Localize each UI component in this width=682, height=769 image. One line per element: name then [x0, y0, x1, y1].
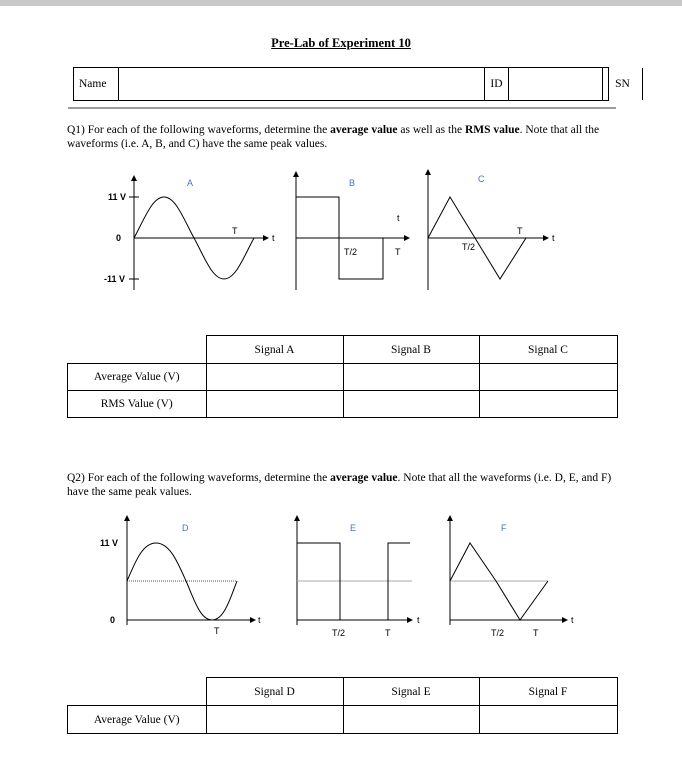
- f-t-label: t: [571, 615, 574, 625]
- q1-row-label-rms: RMS Value (V): [68, 391, 207, 418]
- q1-avg-c-cell[interactable]: [479, 364, 617, 391]
- c-triangle-wave: [428, 197, 526, 279]
- c-signal-label: C: [478, 174, 485, 184]
- f-T2-label: T/2: [491, 628, 505, 638]
- q2-avg-f-cell[interactable]: [479, 706, 617, 734]
- e-T-label: T: [385, 628, 391, 638]
- c-T2-label: T/2: [462, 242, 476, 252]
- q2-text: [67, 471, 619, 499]
- a-T-label: T: [232, 226, 238, 236]
- a-t-label: t: [272, 233, 275, 243]
- q1-header-signal-b: Signal B: [343, 336, 479, 364]
- q2-header-signal-d: Signal D: [206, 678, 343, 706]
- q1-text: [67, 123, 619, 151]
- q1-rms-a-cell[interactable]: [206, 391, 343, 418]
- top-border: [0, 0, 682, 6]
- f-signal-label: F: [501, 523, 507, 533]
- e-T2-label: T/2: [332, 628, 346, 638]
- e-t-label: t: [417, 615, 420, 625]
- e-square-wave: [297, 543, 410, 620]
- q1-avg-a-cell[interactable]: [206, 364, 343, 391]
- q2-answer-table: [67, 677, 618, 734]
- q1-text-suffix: . Note that all the waveforms (i.e. A, B, and C) have the same peak values.: [67, 124, 600, 150]
- a-sine-wave: [134, 197, 254, 279]
- q2-text-bold-average: average value: [330, 472, 398, 484]
- q1-row-label-average: Average Value (V): [68, 364, 207, 391]
- q1-header-signal-a: Signal A: [206, 336, 343, 364]
- d-zero-label: 0: [110, 615, 116, 625]
- q1-avg-b-cell[interactable]: [343, 364, 479, 391]
- separator-rule: [68, 107, 616, 109]
- name-label: Name: [74, 68, 119, 100]
- id-field[interactable]: [509, 68, 603, 100]
- q1-text-mid: as well as the: [397, 124, 465, 136]
- id-label: ID: [485, 68, 509, 100]
- q1-answer-table: [67, 335, 618, 418]
- b-signal-label: B: [349, 178, 356, 188]
- q2-avg-d-cell[interactable]: [206, 706, 343, 734]
- q1-rms-c-cell[interactable]: [479, 391, 617, 418]
- page-title: Pre-Lab of Experiment 10: [271, 36, 411, 50]
- a-zero-label: 0: [116, 233, 122, 243]
- b-T-label: T: [395, 247, 401, 257]
- a-signal-label: A: [187, 178, 194, 188]
- q2-avg-e-cell[interactable]: [343, 706, 479, 734]
- q1-text-prefix: Q1) For each of the following waveforms, determine the: [67, 124, 331, 136]
- a-pos-label: 11 V: [108, 192, 127, 202]
- b-t-label: t: [397, 213, 400, 223]
- q1-header-signal-c: Signal C: [479, 336, 617, 364]
- d-T-label: T: [214, 626, 220, 636]
- f-T-label: T: [533, 628, 539, 638]
- e-signal-label: E: [350, 523, 357, 533]
- q2-text-suffix: . Note that all the waveforms (i.e. D, E, and F) have the same peak values.: [67, 472, 612, 498]
- c-t-label: t: [552, 233, 555, 243]
- sn-label: SN: [603, 68, 643, 100]
- b-T2-label: T/2: [344, 247, 358, 257]
- student-info-row: [73, 67, 630, 101]
- d-offset-sine-wave: [127, 543, 237, 620]
- name-field[interactable]: [119, 68, 485, 100]
- c-T-label: T: [517, 226, 523, 236]
- q2-text-prefix: Q2) For each of the following waveforms, determine the: [67, 472, 331, 484]
- d-signal-label: D: [182, 523, 189, 533]
- q2-row-label-average: Average Value (V): [68, 706, 207, 734]
- d-pos-label: 11 V: [100, 538, 119, 548]
- q2-header-signal-e: Signal E: [343, 678, 479, 706]
- q1-text-bold-rms: RMS value: [464, 124, 520, 136]
- a-neg-label: -11 V: [104, 274, 126, 284]
- q2-table-corner: [68, 678, 207, 706]
- d-t-label: t: [258, 615, 261, 625]
- b-square-wave: [296, 197, 383, 279]
- q1-rms-b-cell[interactable]: [343, 391, 479, 418]
- f-triangle-wave: [450, 543, 548, 620]
- q1-table-corner: [68, 336, 207, 364]
- q2-header-signal-f: Signal F: [479, 678, 617, 706]
- q1-text-bold-average: average value: [330, 124, 398, 136]
